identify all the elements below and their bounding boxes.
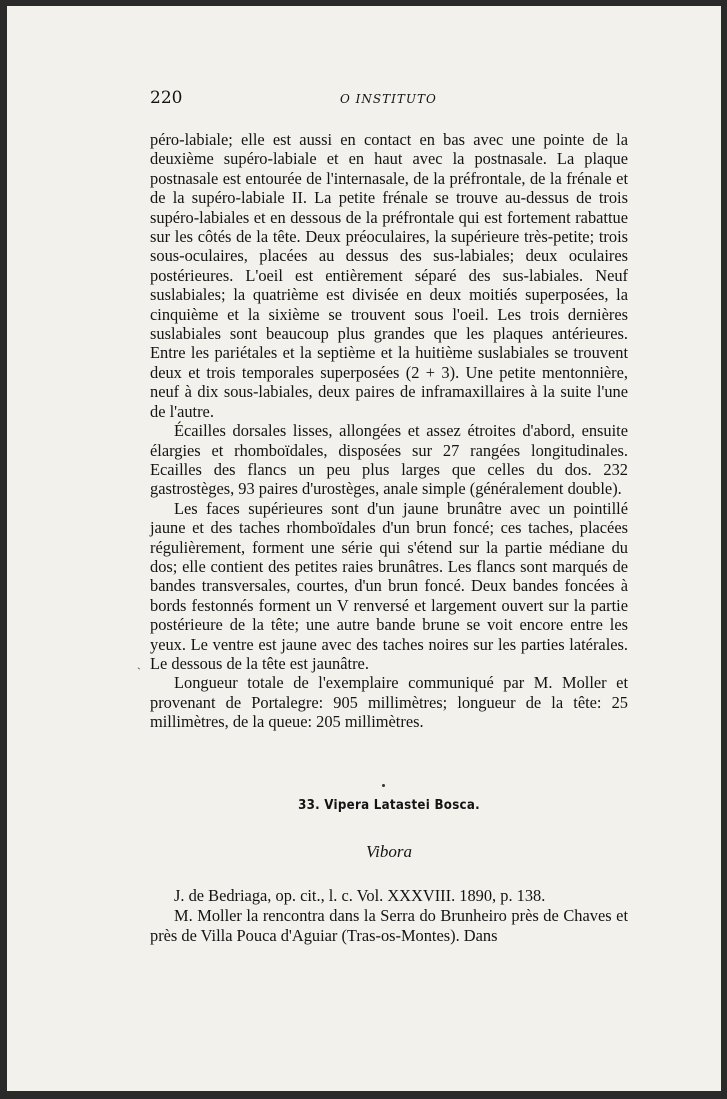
scan-border-top: [0, 0, 727, 6]
body-text: [150, 130, 628, 732]
paragraph-scales: Écailles dorsales lisses, allongées et assez étroites d'abord, ensuite élargies et rhomboïdales, disposées sur 27 rangées longitudinales. Ecailles des flancs un peu plus larges que celles du dos. 232 gastrostèges, 93 paires d'urostèges, anale simple (généralement double).: [150, 421, 628, 499]
scan-border-bottom: [0, 1091, 727, 1099]
reference-citation: J. de Bedriaga, op. cit., l. c. Vol. XXXVIII. 1890, p. 138.: [174, 886, 546, 905]
running-title: O INSTITUTO: [340, 92, 437, 106]
section-subtitle: Vibora: [366, 842, 412, 861]
page-header: [150, 88, 630, 112]
reference-location: M. Moller la rencontra dans la Serra do Brunheiro près de Chaves et près de Villa Pouca d'Aguiar (Tras-os-Montes). Dans: [150, 906, 628, 945]
paragraph-coloration: Les faces supérieures sont d'un jaune brunâtre avec un pointillé jaune et des taches rhomboïdales d'un brun foncé; ces taches, placées régulièrement, forment une série qui s'étend sur la partie médiane du dos; elle contient des petites raies brunâtres. Les flancs sont marqués de bandes transversales, courtes, d'un brun foncé. Deux bandes foncées à bords festonnés forment un V renversé et largement ouvert sur la partie postérieure de la tête; une autre bande brune se voit encore entre les yeux. Le ventre est jaune avec des taches noires sur les parties latérales. Le dessous de la tête est jaunâtre.: [150, 498, 628, 673]
section-heading: 33. Vipera Latastei Bosca.: [298, 797, 480, 813]
page-number: 220: [150, 88, 183, 108]
margin-mark-icon: ˏ: [137, 656, 141, 670]
scan-border-left: [0, 0, 7, 1099]
paragraph-continuation: péro-labiale; elle est aussi en contact en bas avec une pointe de la deuxième supéro-labiale et en haut avec la postnasale. La plaque postnasale est entourée de l'internasale, de la préfrontale, de la frénale et de la supéro-labiale II. La petite frénale se trouve au-dessus de trois supéro-labiales et en dessous de la préfrontale qui est fortement rabattue sur les côtés de la tête. Deux préoculaires, la supérieure très-petite; trois sous-oculaires, placées au dessus des sus-labiales; deux oculaires postérieures. L'oeil est entièrement séparé des sus-labiales. Neuf suslabiales; la quatrième est divisée en deux moitiés superposées, la cinquième et la sixième se trouvent sous l'oeil. Les trois dernières suslabiales sont beaucoup plus grandes que les plaques antérieures. Entre les pariétales et la septième et la huitième suslabiales se trouvent deux et trois temporales superposées (2 + 3). Une petite mentonnière, neuf à dix sous-labiales, deux paires de inframaxillaires à la suite l'une de l'autre.: [150, 130, 628, 421]
reference-text: [150, 886, 628, 946]
scan-border-right: [721, 0, 727, 1099]
dot-mark-icon: [382, 784, 385, 787]
paragraph-measurements: Longueur totale de l'exemplaire communiqué par M. Moller et provenant de Portalegre: 905 millimètres; longueur de la tête: 25 millimètres, de la queue: 205 millimètres.: [150, 673, 628, 732]
